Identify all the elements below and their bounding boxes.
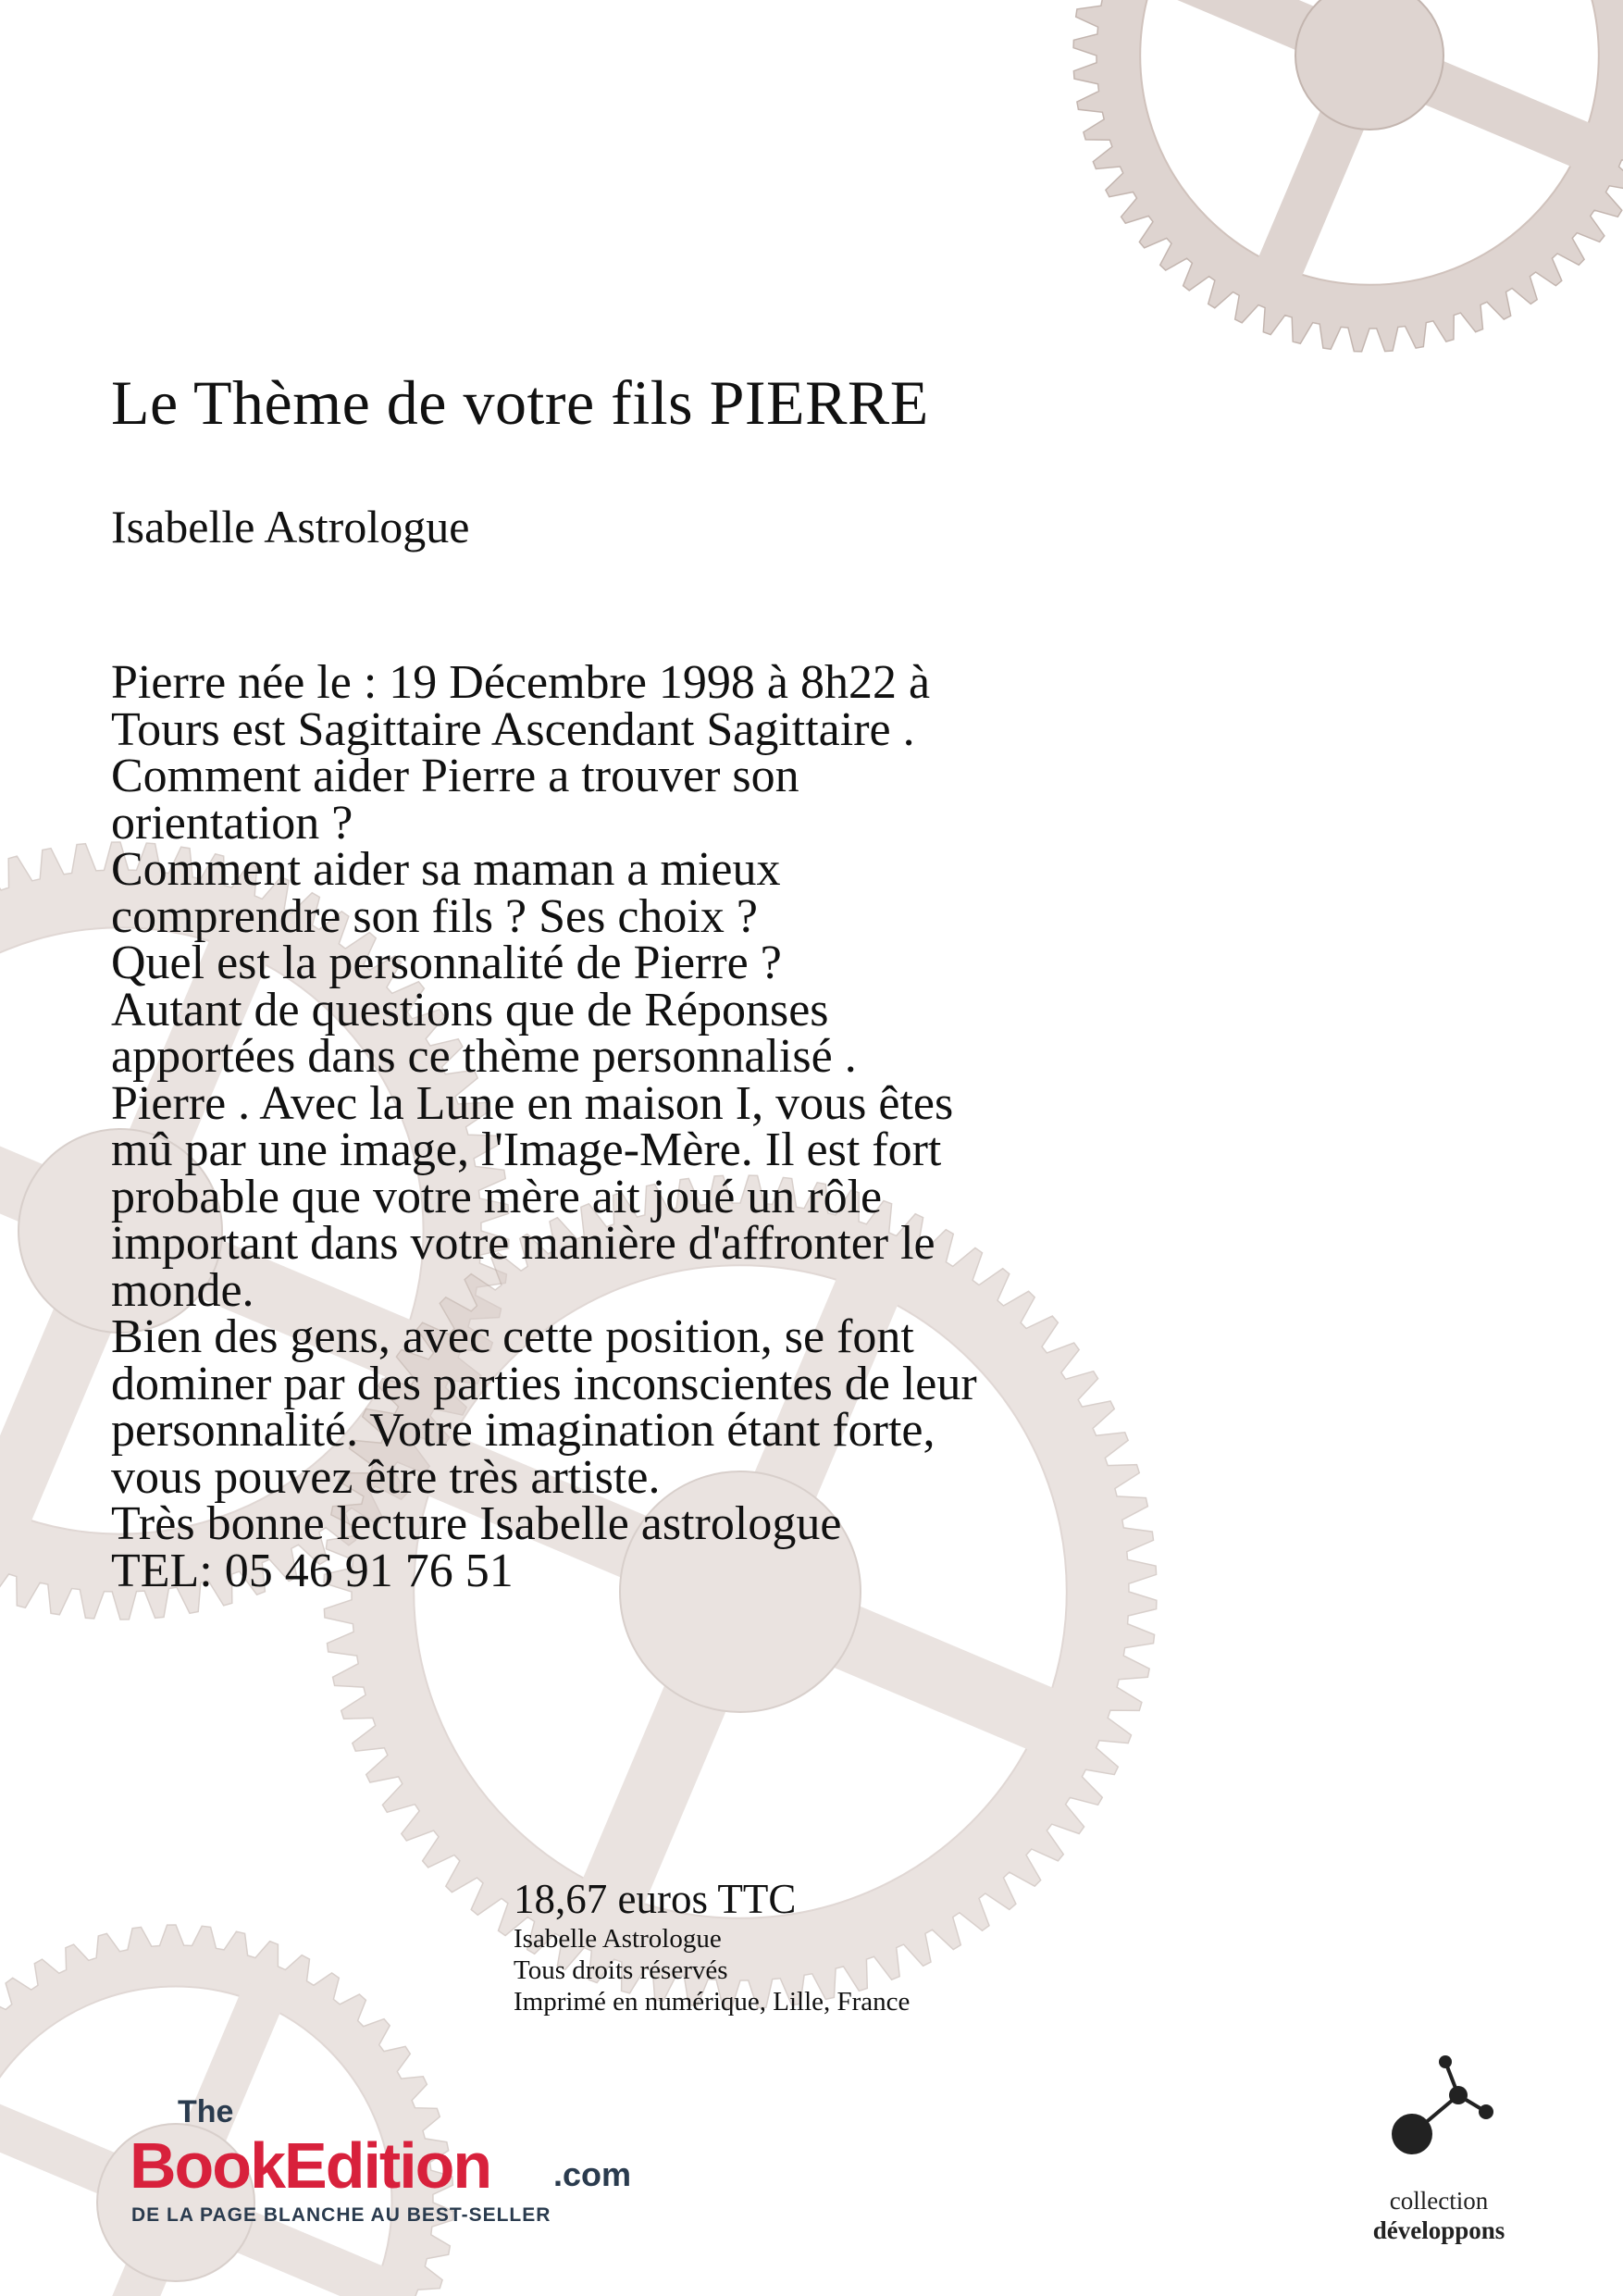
imprint-printed: Imprimé en numérique, Lille, France [514,1987,911,2017]
body-line: Autant de questions que de Réponses [111,983,829,1036]
body-line: apportées dans ce thème personnalisé . [111,1030,857,1083]
body-line: vous pouvez être très artiste. [111,1450,661,1504]
body-line: orientation ? [111,796,353,850]
body-line: TEL: 05 46 91 76 51 [111,1544,514,1597]
logo-name: BookEdition [130,2129,491,2202]
body-line: Pierre . Avec la Lune en maison I, vous êtes [111,1076,954,1130]
body-line: Bien des gens, avec cette position, se font [111,1310,914,1363]
collection-name: développons [1372,2216,1505,2244]
body-line: personnalité. Votre imagination étant forte, [111,1404,935,1457]
body-line: Comment aider sa maman a mieux [111,843,781,896]
book-author: Isabelle Astrologue [111,501,470,552]
body-line: mû par une image, l'Image-Mère. Il est fort [111,1123,942,1176]
body-line: important dans votre manière d'affronter le [111,1217,935,1270]
imprint-rights: Tous droits réservés [514,1955,728,1985]
body-line: Tours est Sagittaire Ascendant Sagittaire . [111,702,915,756]
imprint-block [514,1875,910,2017]
molecule-icon [1379,2054,1499,2166]
price: 18,67 euros TTC [514,1876,797,1922]
logo-domain: .com [553,2155,632,2193]
logo-tagline: DE LA PAGE BLANCHE AU BEST-SELLER [131,2204,551,2226]
body-line: monde. [111,1263,254,1317]
back-cover-text [111,656,1240,1597]
logo-the: The [178,2094,234,2129]
book-title: Le Thème de votre fils PIERRE [111,367,929,438]
body-line: Comment aider Pierre a trouver son [111,750,799,802]
body-line: dominer par des parties inconscientes de leur [111,1357,977,1410]
bookedition-logo [111,2096,648,2235]
body-line: comprendre son fils ? Ses choix ? [111,889,758,943]
collection-word: collection [1389,2187,1489,2215]
body-line: Quel est la personnalité de Pierre ? [111,937,782,989]
body-line: Pierre née le : 19 Décembre 1998 à 8h22 à [111,656,931,709]
body-line: Très bonne lecture Isabelle astrologue [111,1497,842,1550]
collection-label [1332,2186,1545,2245]
body-line: probable que votre mère ait joué un rôle [111,1170,883,1223]
imprint-author: Isabelle Astrologue [514,1924,722,1954]
